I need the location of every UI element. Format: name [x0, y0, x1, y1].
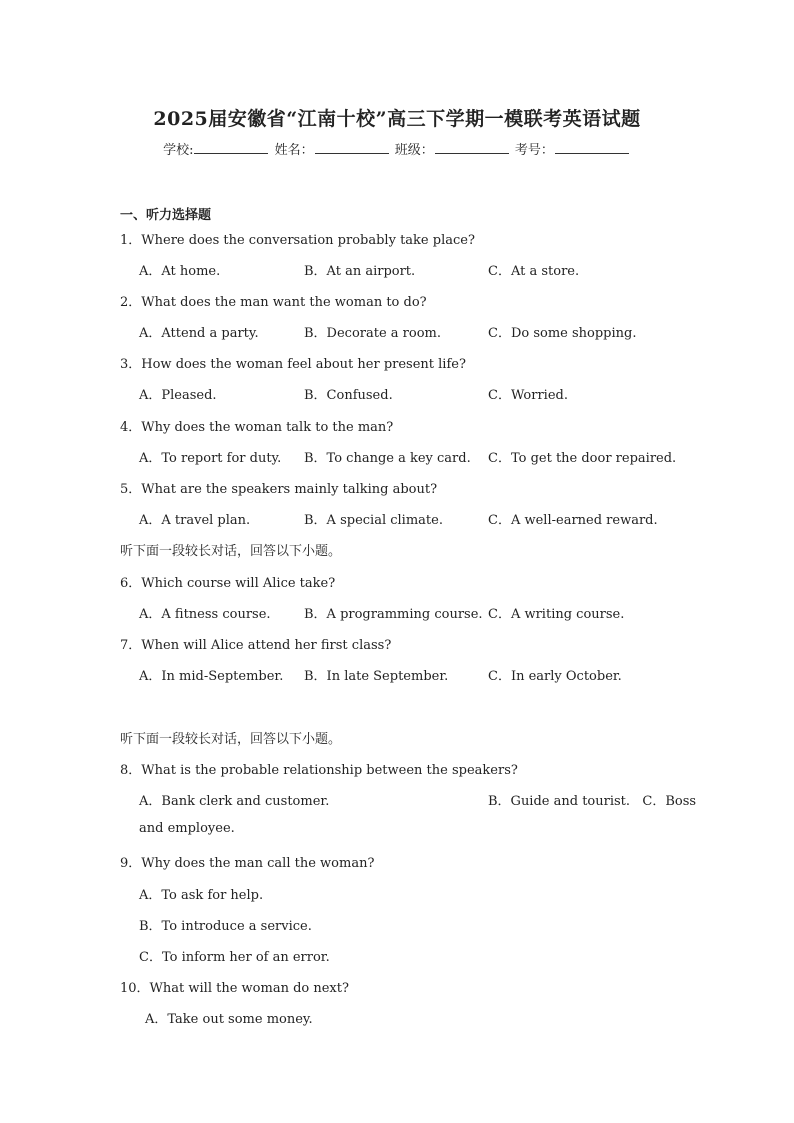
name-blank[interactable]	[315, 141, 389, 154]
section-heading: 一、听力选择题	[120, 208, 212, 223]
question-3-stem: 3．How does the woman feel about her present life?	[120, 357, 466, 372]
question-8-option-b-c[interactable]: B．Guide and tourist. C．Boss	[488, 794, 697, 809]
question-7-stem: 7．When will Alice attend her first class?	[120, 638, 392, 653]
exam-number-blank[interactable]	[555, 141, 629, 154]
question-7-option-b[interactable]: B．In late September.	[304, 669, 449, 684]
question-3-option-a[interactable]: A．Pleased.	[139, 388, 217, 403]
question-6-option-a[interactable]: A．A fitness course.	[139, 607, 271, 622]
question-10-stem: 10．What will the woman do next?	[120, 981, 349, 996]
question-5-option-c[interactable]: C．A well-earned reward.	[488, 513, 658, 528]
question-5-option-a[interactable]: A．A travel plan.	[139, 513, 251, 528]
long-dialogue-instruction: 听下面一段较长对话，回答以下小题。	[120, 732, 342, 747]
long-dialogue-instruction: 听下面一段较长对话，回答以下小题。	[120, 544, 342, 559]
student-info-line	[0, 139, 794, 158]
question-7-option-c[interactable]: C．In early October.	[488, 669, 622, 684]
question-2-option-a[interactable]: A．Attend a party.	[139, 326, 259, 341]
question-4-option-c[interactable]: C．To get the door repaired.	[488, 451, 677, 466]
question-10-option-a[interactable]: A．Take out some money.	[145, 1012, 313, 1027]
question-1-option-c[interactable]: C．At a store.	[488, 264, 580, 279]
question-2-option-c[interactable]: C．Do some shopping.	[488, 326, 637, 341]
question-1-option-a[interactable]: A．At home.	[139, 264, 221, 279]
question-3-option-b[interactable]: B．Confused.	[304, 388, 393, 403]
class-label: 班级：	[394, 143, 434, 158]
question-6-stem: 6．Which course will Alice take?	[120, 576, 336, 591]
school-label: 学校:	[163, 143, 194, 158]
question-4-option-a[interactable]: A．To report for duty.	[139, 451, 282, 466]
class-blank[interactable]	[435, 141, 509, 154]
question-1-option-b[interactable]: B．At an airport.	[304, 264, 416, 279]
question-4-option-b[interactable]: B．To change a key card.	[304, 451, 471, 466]
question-2-option-b[interactable]: B．Decorate a room.	[304, 326, 442, 341]
question-9-option-b[interactable]: B．To introduce a service.	[139, 919, 312, 934]
question-8-option-a[interactable]: A．Bank clerk and customer.	[139, 794, 330, 809]
page-title: 2025届安徽省“江南十校”高三下学期一模联考英语试题	[153, 108, 641, 130]
question-9-option-a[interactable]: A．To ask for help.	[139, 888, 264, 903]
question-1-stem: 1．Where does the conversation probably take place?	[120, 233, 475, 248]
question-9-stem: 9．Why does the man call the woman?	[120, 856, 375, 871]
question-8-stem: 8．What is the probable relationship between the speakers?	[120, 763, 518, 778]
school-blank[interactable]	[194, 141, 268, 154]
question-5-option-b[interactable]: B．A special climate.	[304, 513, 443, 528]
name-label: 姓名：	[274, 143, 314, 158]
question-9-option-c[interactable]: C．To inform her of an error.	[139, 950, 330, 965]
exam-number-label: 考号：	[514, 143, 554, 158]
question-6-option-c[interactable]: C．A writing course.	[488, 607, 625, 622]
question-5-stem: 5．What are the speakers mainly talking about?	[120, 482, 438, 497]
question-6-option-b[interactable]: B．A programming course.	[304, 607, 483, 622]
question-8-option-c-continued: and employee.	[139, 821, 235, 836]
question-2-stem: 2．What does the man want the woman to do?	[120, 295, 427, 310]
question-7-option-a[interactable]: A．In mid-September.	[139, 669, 284, 684]
question-4-stem: 4．Why does the woman talk to the man?	[120, 420, 394, 435]
question-3-option-c[interactable]: C．Worried.	[488, 388, 568, 403]
